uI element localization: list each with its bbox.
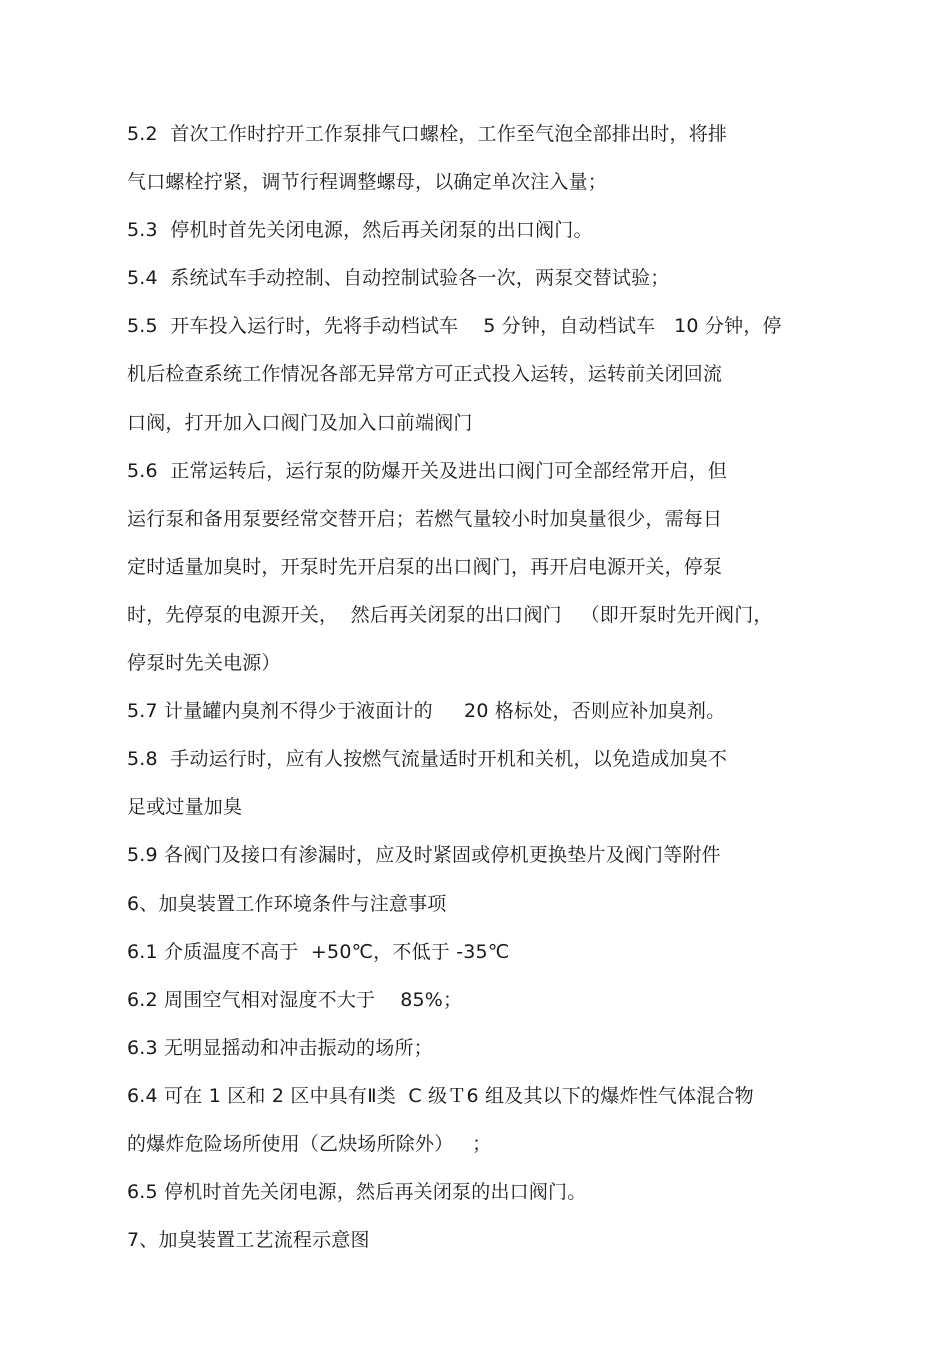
- text-line-6-3: 6.3 无明显摇动和冲击振动的场所；: [127, 1036, 433, 1059]
- text-line-5-6-cont-2: 定时适量加臭时，开泵时先开启泵的出口阀门，再开启电源开关，停泵: [127, 555, 723, 578]
- text-line-6-4: 6.4 可在 1 区和 2 区中具有Ⅱ类 C 级Ｔ6 组及其以下的爆炸性气体混合物: [127, 1084, 754, 1107]
- text-line-5-7: 5.7 计量罐内臭剂不得少于液面计的 20 格标处，否则应补加臭剂。: [127, 700, 726, 723]
- text-line-5-5-cont-2: 口阀，打开加入口阀门及加入口前端阀门: [127, 411, 473, 434]
- text-line-5-5: 5.5 开车投入运行时，先将手动档试车 5 分钟，自动档试车 10 分钟，停: [127, 315, 782, 338]
- text-line-5-3: 5.3 停机时首先关闭电源，然后再关闭泵的出口阀门。: [127, 219, 593, 242]
- text-line-6-4-cont: 的爆炸危险场所使用（乙炔场所除外） ；: [127, 1132, 492, 1155]
- text-line-5-5-cont-1: 机后检查系统工作情况各部无异常方可正式投入运转，运转前关闭回流: [127, 363, 723, 386]
- section-heading-6: 6、加臭装置工作环境条件与注意事项: [127, 892, 447, 915]
- text-line-5-8: 5.8 手动运行时，应有人按燃气流量适时开机和关机，以免造成加臭不: [127, 748, 728, 771]
- section-heading-7: 7、加臭装置工艺流程示意图: [127, 1229, 370, 1252]
- text-line-5-2: 5.2 首次工作时拧开工作泵排气口螺栓，工作至气泡全部排出时，将排: [127, 123, 728, 145]
- text-line-5-6-cont-3: 时，先停泵的电源开关， 然后再关闭泵的出口阀门 （即开泵时先开阀门，: [127, 603, 773, 626]
- text-line-6-1: 6.1 介质温度不高于 +50℃，不低于 -35℃: [127, 940, 510, 963]
- text-line-5-4: 5.4 系统试车手动控制、自动控制试验各一次，两泵交替试验；: [127, 267, 670, 290]
- text-line-6-5: 6.5 停机时首先关闭电源，然后再关闭泵的出口阀门。: [127, 1181, 587, 1204]
- text-line-6-2: 6.2 周围空气相对湿度不大于 85%；: [127, 988, 463, 1011]
- text-line-5-8-cont: 足或过量加臭: [127, 796, 243, 819]
- text-line-5-6: 5.6 正常运转后，运行泵的防爆开关及进出口阀门可全部经常开启，但: [127, 459, 728, 482]
- text-line-5-2-cont: 气口螺栓拧紧，调节行程调整螺母，以确定单次注入量；: [127, 171, 608, 194]
- document-body: [127, 110, 827, 1264]
- text-line-5-6-cont-4: 停泵时先关电源）: [127, 652, 281, 675]
- text-line-5-9: 5.9 各阀门及接口有渗漏时，应及时紧固或停机更换垫片及阀门等附件: [127, 844, 721, 867]
- text-line-5-6-cont-1: 运行泵和备用泵要经常交替开启；若燃气量较小时加臭量很少，需每日: [127, 507, 723, 530]
